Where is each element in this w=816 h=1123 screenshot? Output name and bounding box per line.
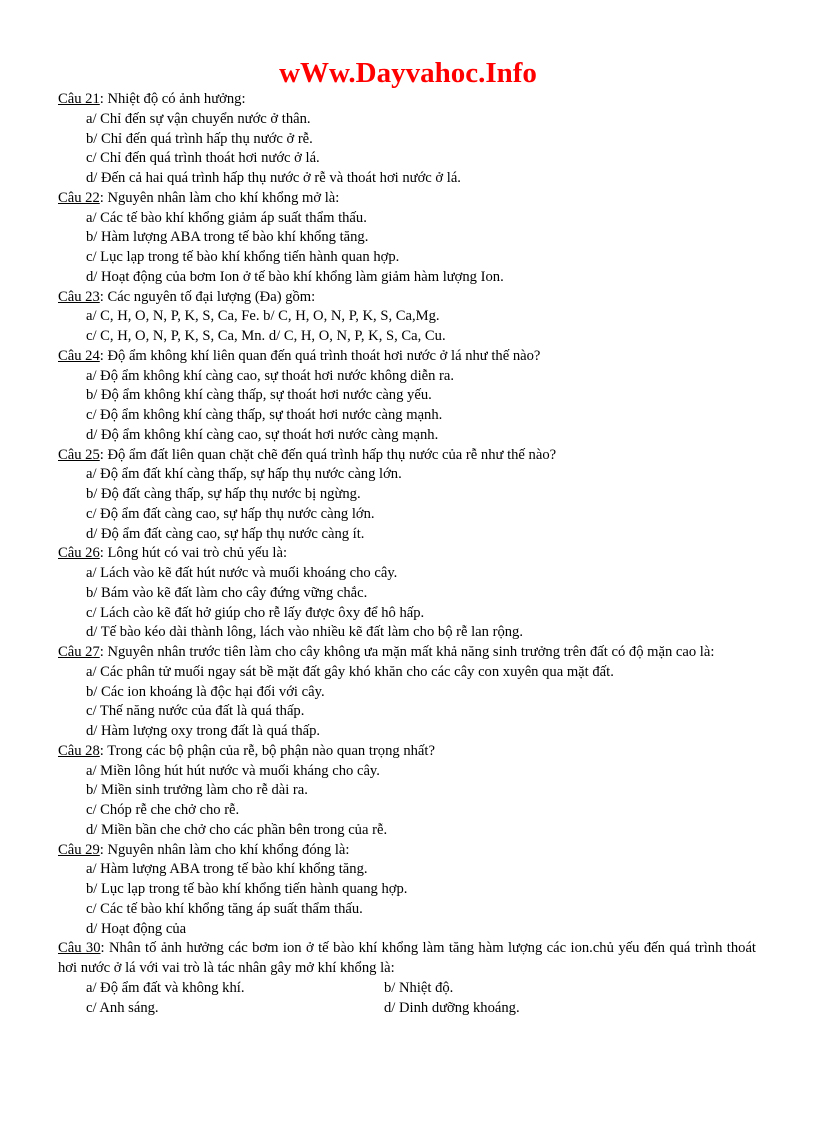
option-b: b/ Lục lạp trong tế bào khí khổng tiến hành quang hợp. [86, 881, 408, 897]
option-c: c/ Chóp rễ che chở cho rễ. [86, 802, 240, 818]
option-c: c/ Độ ẩm đất càng cao, sự hấp thụ nước càng lớn. [86, 505, 375, 522]
option-c-d: c/ C, H, O, N, P, K, S, Ca, Mn. d/ C, H, O, N, P, K, S, Ca, Cu. [86, 328, 446, 344]
question-26 [58, 544, 756, 643]
option-a: a/ Các phân tử muối ngay sát bề mặt đất gây khó khăn cho các cây con xuyên qua mặt đất. [86, 663, 614, 680]
question-label: Câu 28 [58, 742, 100, 759]
question-text: : Độ ẩm không khí liên quan đến quá trình thoát hơi nước ở lá như thế nào? [99, 347, 541, 364]
question-label: Câu 23 [58, 288, 100, 305]
option-b: b/ Các ion khoáng là độc hại đối với cây. [86, 683, 325, 700]
option-d: d/ Độ ẩm đất càng cao, sự hấp thụ nước càng ít. [86, 525, 365, 542]
option-b: b/ Nhiệt độ. [384, 979, 454, 996]
question-text: : Trong các bộ phận của rễ, bộ phận nào quan trọng nhất? [99, 742, 435, 759]
question-23 [58, 288, 756, 347]
site-title[interactable]: wWw.Dayvahoc.Info [279, 57, 537, 89]
question-text: : Nguyên nhân làm cho khí khổng đóng là: [99, 841, 350, 858]
option-a: a/ Độ ẩm đất khí càng thấp, sự hấp thụ nước càng lớn. [86, 466, 402, 483]
question-text: : Nhiệt độ có ảnh hưởng: [99, 91, 246, 107]
option-d: d/ Hoạt động của bơm Ion ở tế bào khí khổng làm giảm hàm lượng Ion. [86, 268, 504, 285]
option-d: d/ Dinh dưỡng khoáng. [384, 999, 520, 1016]
option-c: c/ Chỉ đến quá trình thoát hơi nước ở lá. [86, 150, 320, 167]
option-a: a/ Chỉ đến sự vận chuyển nước ở thân. [86, 110, 311, 127]
option-c: c/ Lách cào kẽ đất hở giúp cho rễ lấy được ôxy để hô hấp. [86, 604, 425, 621]
option-a-b: a/ C, H, O, N, P, K, S, Ca, Fe. b/ C, H, O, N, P, K, S, Ca,Mg. [86, 308, 440, 325]
option-a: a/ Độ ẩm đất và không khí. [86, 979, 245, 996]
option-c: c/ Thế năng nước của đất là quá thấp. [86, 703, 305, 720]
question-25 [58, 446, 756, 545]
question-22 [58, 189, 756, 288]
question-text: : Nguyên nhân làm cho khí khổng mở là: [99, 189, 340, 206]
option-b: b/ Miền sinh trưởng làm cho rễ dài ra. [86, 782, 308, 799]
question-text: : Nguyên nhân trước tiên làm cho cây không ưa mặn mất khả năng sinh trưởng trên đất có độ mặn cao là: [99, 644, 715, 660]
question-label: Câu 30 [58, 940, 101, 957]
question-label: Câu 22 [58, 189, 100, 206]
option-a: a/ Các tế bào khí khổng giảm áp suất thẩm thấu. [86, 209, 367, 226]
option-c: c/ Các tế bào khí khổng tăng áp suất thẩm thấu. [86, 900, 363, 917]
option-b: b/ Bám vào kẽ đất làm cho cây đứng vững chắc. [86, 584, 368, 601]
question-27 [58, 643, 756, 742]
option-row-2 [58, 999, 756, 1019]
question-28 [58, 742, 756, 841]
option-c: c/ Độ ẩm không khí càng thấp, sự thoát hơi nước càng mạnh. [86, 407, 443, 423]
option-d: d/ Hoạt động của [86, 920, 187, 937]
question-21 [58, 90, 756, 189]
option-b: b/ Độ đất càng thấp, sự hấp thụ nước bị ngừng. [86, 486, 361, 502]
option-b: b/ Độ ẩm không khí càng thấp, sự thoát hơi nước càng yếu. [86, 387, 432, 404]
question-label: Câu 26 [58, 545, 100, 562]
option-c: c/ Lục lạp trong tế bào khí khổng tiến hành quan hợp. [86, 249, 400, 265]
question-text: : Nhân tố ảnh hưởng các bơm ion ở tế bào khí khổng làm tăng hàm lượng các ion.chủ yếu đến quá trình thoát hơi nước ở lá với vai trò là tác nhân gây mở khí khổng là: [58, 940, 756, 976]
question-30 [58, 939, 756, 1018]
option-a: a/ Lách vào kẽ đất hút nước và muối khoáng cho cây. [86, 565, 398, 581]
option-d: d/ Hàm lượng oxy trong đất là quá thấp. [86, 723, 321, 739]
question-label: Câu 24 [58, 347, 100, 364]
question-text: : Độ ẩm đất liên quan chặt chẽ đến quá trình hấp thụ nước của rễ như thế nào? [99, 446, 557, 463]
option-d: d/ Miền bần che chở cho các phần bên trong của rễ. [86, 821, 388, 838]
option-c: c/ Anh sáng. [86, 999, 159, 1016]
question-list [58, 90, 756, 1018]
option-d: d/ Độ ẩm không khí càng cao, sự thoát hơi nước càng mạnh. [86, 426, 439, 443]
question-label: Câu 29 [58, 841, 100, 858]
option-a: a/ Miền lông hút hút nước và muối kháng cho cây. [86, 762, 380, 779]
question-text: : Lông hút có vai trò chủ yếu là: [99, 545, 288, 562]
option-row-1 [58, 979, 756, 999]
option-d: d/ Tế bào kéo dài thành lông, lách vào nhiều kẽ đất làm cho bộ rễ lan rộng. [86, 624, 524, 641]
question-text: : Các nguyên tố đại lượng (Đa) gồm: [99, 288, 316, 305]
option-a: a/ Hàm lượng ABA trong tế bào khí khổng tăng. [86, 861, 368, 878]
question-label: Câu 25 [58, 446, 100, 463]
question-29 [58, 841, 756, 940]
question-label: Câu 21 [58, 91, 100, 107]
option-d: d/ Đến cả hai quá trình hấp thụ nước ở rễ và thoát hơi nước ở lá. [86, 170, 461, 186]
question-24 [58, 347, 756, 446]
option-b: b/ Chỉ đến quá trình hấp thụ nước ở rễ. [86, 130, 313, 147]
option-a: a/ Độ ẩm không khí càng cao, sự thoát hơi nước không diễn ra. [86, 367, 455, 384]
option-b: b/ Hàm lượng ABA trong tế bào khí khổng tăng. [86, 229, 369, 246]
question-label: Câu 27 [58, 644, 100, 660]
